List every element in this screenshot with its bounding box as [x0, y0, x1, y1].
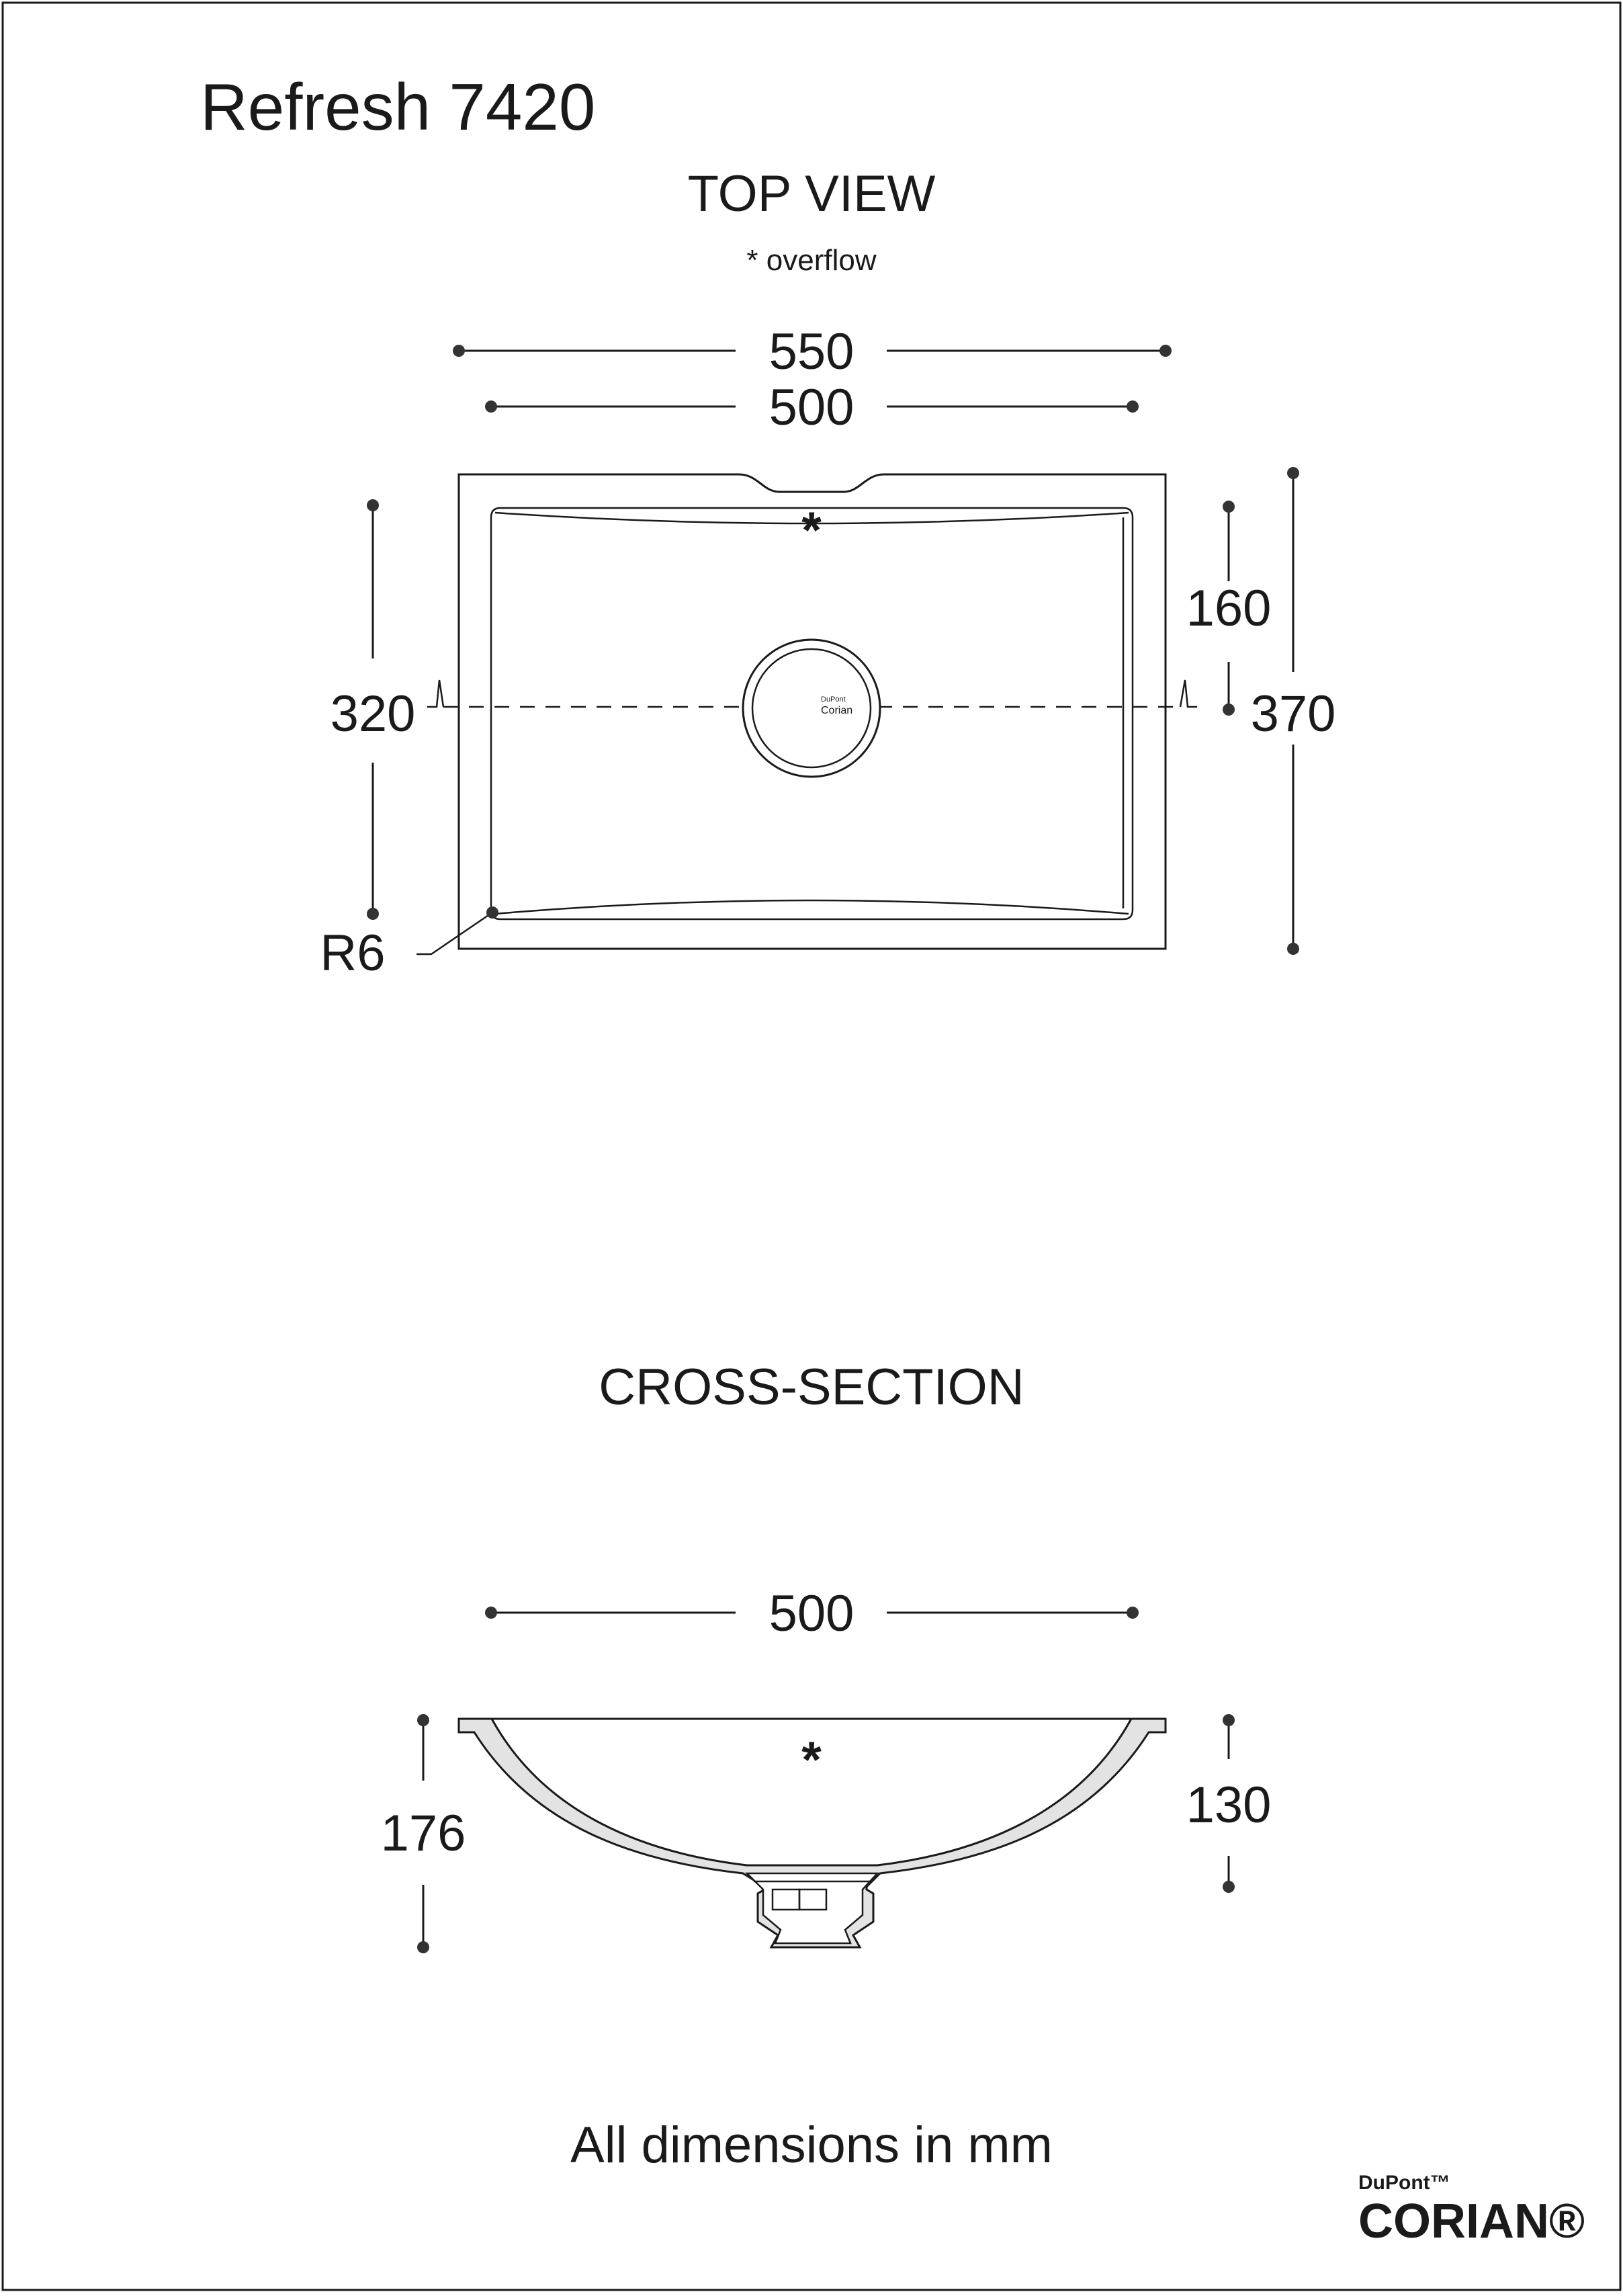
dim-500-section-label: 500	[769, 1585, 854, 1642]
units-note: All dimensions in mm	[570, 2117, 1053, 2174]
dimension-outer-width	[453, 323, 1172, 380]
dimension-section-width	[485, 1585, 1139, 1642]
overflow-note: * overflow	[746, 244, 877, 277]
dimension-inner-depth	[331, 499, 416, 920]
dimension-inner-width	[485, 379, 1139, 436]
dim-500-top-label: 500	[769, 379, 854, 436]
dimension-drain-offset	[1186, 501, 1272, 716]
dimension-bowl-depth	[1186, 1714, 1272, 1893]
section-mark-left	[427, 680, 443, 707]
drain-icon	[743, 640, 880, 777]
brand-bottom: CORIAN®	[1358, 2195, 1585, 2248]
drain-logo-top: DuPont	[821, 695, 846, 704]
drain-logo-bottom: Corian	[821, 705, 853, 716]
dim-160-label: 160	[1186, 580, 1272, 637]
brand-top: DuPont™	[1358, 2172, 1450, 2194]
dim-130-label: 130	[1186, 1777, 1272, 1834]
corian-logo	[1358, 2172, 1585, 2248]
dim-320-label: 320	[330, 685, 416, 742]
top-view-heading: TOP VIEW	[687, 165, 936, 222]
dimension-total-height	[381, 1714, 466, 1953]
dim-r6-label: R6	[320, 925, 386, 982]
dim-176-label: 176	[380, 1805, 466, 1862]
section-mark-right	[1180, 680, 1197, 707]
cross-section-heading: CROSS-SECTION	[599, 1359, 1024, 1416]
radius-callout	[320, 906, 498, 982]
dim-550-label: 550	[769, 323, 854, 380]
drawing-title: Refresh 7420	[200, 70, 596, 144]
bowl-front-edge	[495, 900, 1129, 914]
overflow-marker: *	[801, 502, 822, 559]
dim-370-label: 370	[1250, 685, 1336, 742]
section-overflow-marker: *	[801, 1732, 822, 1789]
dimension-outer-depth	[1251, 467, 1336, 955]
